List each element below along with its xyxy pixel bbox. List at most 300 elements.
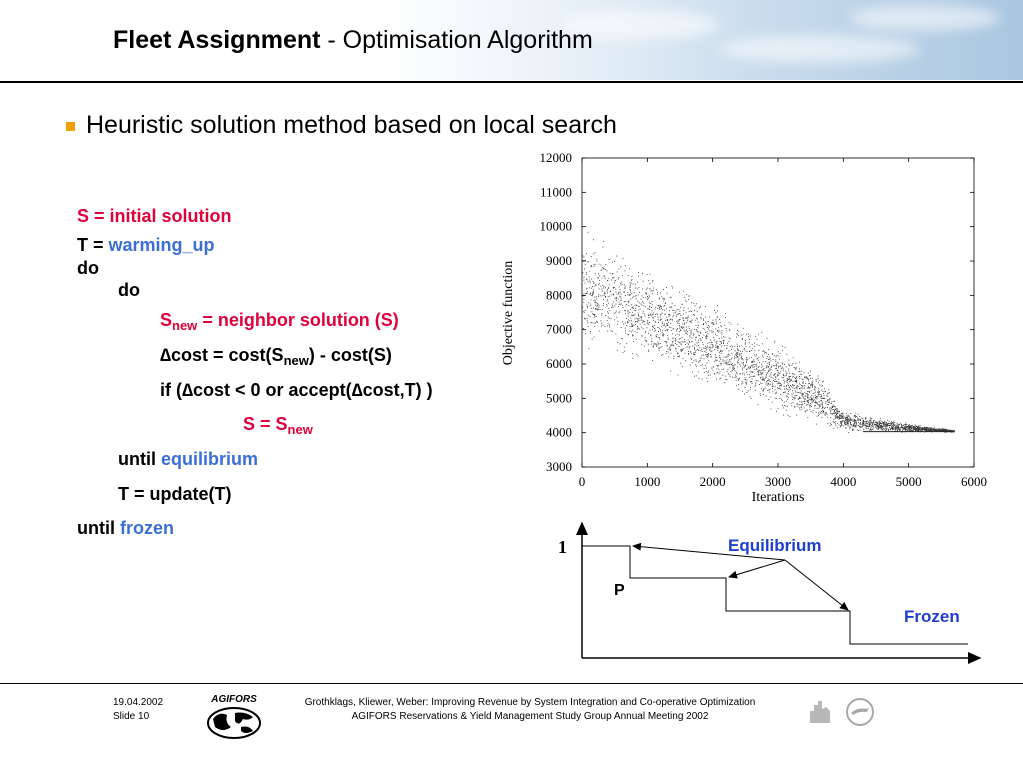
scatter-point bbox=[904, 427, 905, 428]
scatter-point bbox=[925, 428, 926, 429]
scatter-point bbox=[936, 429, 937, 430]
scatter-point bbox=[843, 420, 844, 421]
scatter-point bbox=[745, 379, 746, 380]
scatter-point bbox=[694, 315, 695, 316]
scatter-point bbox=[842, 420, 843, 421]
scatter-point bbox=[647, 288, 648, 289]
scatter-point bbox=[632, 297, 633, 298]
scatter-point bbox=[688, 344, 689, 345]
scatter-point bbox=[591, 266, 592, 267]
scatter-point bbox=[833, 421, 834, 422]
scatter-point bbox=[811, 384, 812, 385]
scatter-point bbox=[926, 427, 927, 428]
scatter-point bbox=[607, 301, 608, 302]
scatter-point bbox=[681, 327, 682, 328]
scatter-point bbox=[798, 386, 799, 387]
scatter-point bbox=[825, 407, 826, 408]
scatter-point bbox=[847, 423, 848, 424]
scatter-point bbox=[588, 261, 589, 262]
scatter-point bbox=[850, 423, 851, 424]
scatter-point bbox=[894, 428, 895, 429]
algo-until-1: until bbox=[118, 449, 161, 469]
scatter-point bbox=[689, 328, 690, 329]
scatter-point bbox=[677, 320, 678, 321]
scatter-point bbox=[808, 402, 809, 403]
scatter-point bbox=[679, 335, 680, 336]
scatter-point bbox=[724, 357, 725, 358]
scatter-point bbox=[707, 357, 708, 358]
y-tick-label: 10000 bbox=[539, 218, 572, 234]
scatter-point bbox=[768, 359, 769, 360]
scatter-point bbox=[721, 334, 722, 335]
scatter-point bbox=[808, 386, 809, 387]
scatter-point bbox=[687, 320, 688, 321]
scatter-point bbox=[793, 376, 794, 377]
scatter-point bbox=[814, 390, 815, 391]
scatter-point bbox=[794, 377, 795, 378]
scatter-point bbox=[824, 391, 825, 392]
scatter-point bbox=[648, 324, 649, 325]
scatter-point bbox=[609, 296, 610, 297]
scatter-point bbox=[812, 399, 813, 400]
scatter-point bbox=[635, 284, 636, 285]
scatter-point bbox=[811, 411, 812, 412]
scatter-point bbox=[607, 311, 608, 312]
scatter-point bbox=[758, 360, 759, 361]
scatter-point bbox=[691, 302, 692, 303]
scatter-point bbox=[641, 295, 642, 296]
scatter-point bbox=[667, 345, 668, 346]
scatter-point bbox=[807, 388, 808, 389]
scatter-point bbox=[918, 426, 919, 427]
footer-slide-number: Slide 10 bbox=[113, 711, 150, 722]
scatter-point bbox=[585, 333, 586, 334]
scatter-point bbox=[598, 309, 599, 310]
scatter-point bbox=[621, 303, 622, 304]
scatter-point bbox=[823, 413, 824, 414]
scatter-point bbox=[618, 293, 619, 294]
scatter-point bbox=[693, 334, 694, 335]
scatter-point bbox=[595, 300, 596, 301]
scatter-point bbox=[601, 323, 602, 324]
scatter-point bbox=[945, 430, 946, 431]
scatter-point bbox=[652, 329, 653, 330]
scatter-point bbox=[641, 344, 642, 345]
scatter-point bbox=[897, 423, 898, 424]
scatter-point bbox=[683, 358, 684, 359]
scatter-point bbox=[810, 371, 811, 372]
scatter-point bbox=[632, 326, 633, 327]
scatter-point bbox=[737, 324, 738, 325]
scatter-point bbox=[742, 363, 743, 364]
scatter-point bbox=[637, 321, 638, 322]
scatter-point bbox=[819, 404, 820, 405]
x-tick-label: 1000 bbox=[634, 474, 661, 489]
scatter-point bbox=[721, 346, 722, 347]
algo-line-4: do bbox=[118, 280, 140, 300]
scatter-point bbox=[740, 366, 741, 367]
scatter-point bbox=[705, 346, 706, 347]
scatter-point bbox=[587, 306, 588, 307]
scatter-point bbox=[686, 347, 687, 348]
scatter-point bbox=[788, 369, 789, 370]
scatter-point bbox=[660, 306, 661, 307]
scatter-point bbox=[797, 395, 798, 396]
scatter-point bbox=[689, 348, 690, 349]
scatter-point bbox=[670, 323, 671, 324]
scatter-point bbox=[744, 375, 745, 376]
scatter-point bbox=[587, 279, 588, 280]
scatter-point bbox=[725, 360, 726, 361]
scatter-point bbox=[650, 314, 651, 315]
scatter-point bbox=[708, 355, 709, 356]
scatter-point bbox=[595, 273, 596, 274]
scatter-point bbox=[709, 342, 710, 343]
scatter-point bbox=[781, 385, 782, 386]
scatter-point bbox=[924, 428, 925, 429]
scatter-point bbox=[764, 354, 765, 355]
scatter-point bbox=[782, 400, 783, 401]
scatter-point bbox=[883, 428, 884, 429]
scatter-point bbox=[769, 369, 770, 370]
y-tick-label: 11000 bbox=[539, 184, 572, 200]
scatter-point bbox=[823, 381, 824, 382]
scatter-point bbox=[713, 337, 714, 338]
scatter-point bbox=[871, 425, 872, 426]
scatter-point bbox=[643, 306, 644, 307]
scatter-point bbox=[658, 344, 659, 345]
scatter-point bbox=[741, 345, 742, 346]
scatter-point bbox=[752, 365, 753, 366]
scatter-point bbox=[883, 426, 884, 427]
scatter-point bbox=[787, 399, 788, 400]
scatter-point bbox=[712, 332, 713, 333]
scatter-point bbox=[706, 338, 707, 339]
scatter-point bbox=[603, 295, 604, 296]
scatter-point bbox=[601, 286, 602, 287]
scatter-point bbox=[661, 306, 662, 307]
scatter-point bbox=[883, 422, 884, 423]
scatter-point bbox=[806, 405, 807, 406]
scatter-point bbox=[915, 429, 916, 430]
scatter-point bbox=[772, 402, 773, 403]
scatter-point bbox=[721, 369, 722, 370]
scatter-point bbox=[839, 424, 840, 425]
scatter-point bbox=[672, 288, 673, 289]
scatter-point bbox=[906, 426, 907, 427]
footer-meeting: AGIFORS Reservations & Yield Management Study Group Annual Meeting 2002 bbox=[351, 711, 709, 722]
scatter-point bbox=[714, 349, 715, 350]
scatter-point bbox=[680, 338, 681, 339]
scatter-point bbox=[706, 378, 707, 379]
scatter-point bbox=[804, 398, 805, 399]
scatter-point bbox=[635, 288, 636, 289]
scatter-point bbox=[821, 404, 822, 405]
scatter-point bbox=[766, 374, 767, 375]
scatter-point bbox=[721, 326, 722, 327]
scatter-point bbox=[718, 330, 719, 331]
scatter-point bbox=[876, 422, 877, 423]
scatter-point bbox=[716, 357, 717, 358]
scatter-point bbox=[814, 405, 815, 406]
scatter-point bbox=[786, 395, 787, 396]
scatter-point bbox=[820, 412, 821, 413]
scatter-point bbox=[762, 390, 763, 391]
scatter-point bbox=[815, 402, 816, 403]
scatter-point bbox=[648, 333, 649, 334]
scatter-point bbox=[699, 361, 700, 362]
scatter-point bbox=[746, 346, 747, 347]
scatter-point bbox=[802, 404, 803, 405]
scatter-point bbox=[865, 425, 866, 426]
scatter-point bbox=[683, 310, 684, 311]
scatter-point bbox=[855, 416, 856, 417]
scatter-point bbox=[710, 375, 711, 376]
scatter-point bbox=[729, 364, 730, 365]
scatter-point bbox=[587, 318, 588, 319]
scatter-point bbox=[753, 360, 754, 361]
scatter-point bbox=[737, 354, 738, 355]
footer-authors: Grothklags, Kliewer, Weber: Improving Revenue by System Integration and Co-operative Optimization bbox=[304, 697, 756, 708]
scatter-point bbox=[667, 293, 668, 294]
scatter-point bbox=[767, 338, 768, 339]
scatter-point bbox=[626, 318, 627, 319]
scatter-point bbox=[798, 399, 799, 400]
scatter-point bbox=[617, 342, 618, 343]
scatter-point bbox=[719, 357, 720, 358]
scatter-point bbox=[786, 354, 787, 355]
scatter-point bbox=[661, 319, 662, 320]
scatter-point bbox=[655, 314, 656, 315]
scatter-point bbox=[738, 352, 739, 353]
scatter-point bbox=[890, 423, 891, 424]
scatter-point bbox=[592, 294, 593, 295]
scatter-point bbox=[828, 399, 829, 400]
scatter-point bbox=[679, 323, 680, 324]
scatter-point bbox=[825, 403, 826, 404]
scatter-point bbox=[612, 306, 613, 307]
scatter-point bbox=[697, 331, 698, 332]
scatter-point bbox=[827, 400, 828, 401]
scatter-point bbox=[712, 350, 713, 351]
scatter-point bbox=[768, 354, 769, 355]
scatter-point bbox=[841, 425, 842, 426]
scatter-point bbox=[595, 314, 596, 315]
scatter-point bbox=[858, 425, 859, 426]
scatter-point bbox=[602, 313, 603, 314]
scatter-point bbox=[774, 355, 775, 356]
scatter-point bbox=[620, 343, 621, 344]
scatter-point bbox=[744, 394, 745, 395]
scatter-point bbox=[880, 422, 881, 423]
scatter-point bbox=[596, 303, 597, 304]
scatter-point bbox=[883, 424, 884, 425]
algo-assign: S = S bbox=[243, 414, 288, 434]
scatter-point bbox=[703, 323, 704, 324]
scatter-point bbox=[822, 381, 823, 382]
scatter-point bbox=[741, 358, 742, 359]
scatter-point bbox=[784, 383, 785, 384]
scatter-point bbox=[663, 333, 664, 334]
scatter-point bbox=[724, 340, 725, 341]
scatter-point bbox=[653, 313, 654, 314]
scatter-point bbox=[719, 361, 720, 362]
scatter-point bbox=[704, 368, 705, 369]
scatter-point bbox=[771, 366, 772, 367]
scatter-point bbox=[786, 401, 787, 402]
scatter-point bbox=[913, 430, 914, 431]
scatter-point bbox=[760, 395, 761, 396]
scatter-point bbox=[664, 299, 665, 300]
scatter-point bbox=[725, 337, 726, 338]
scatter-point bbox=[786, 385, 787, 386]
scatter-point bbox=[792, 390, 793, 391]
scatter-point bbox=[763, 372, 764, 373]
scatter-point bbox=[590, 331, 591, 332]
scatter-point bbox=[639, 329, 640, 330]
scatter-point bbox=[799, 388, 800, 389]
scatter-point bbox=[720, 331, 721, 332]
scatter-point bbox=[746, 392, 747, 393]
scatter-point bbox=[685, 333, 686, 334]
scatter-point bbox=[584, 277, 585, 278]
scatter-point bbox=[684, 323, 685, 324]
scatter-point bbox=[860, 419, 861, 420]
scatter-point bbox=[594, 317, 595, 318]
scatter-point bbox=[601, 289, 602, 290]
scatter-point bbox=[885, 425, 886, 426]
algo-warming: warming_up bbox=[108, 235, 215, 255]
scatter-point bbox=[595, 286, 596, 287]
scatter-point bbox=[701, 365, 702, 366]
scatter-point bbox=[878, 425, 879, 426]
scatter-point bbox=[770, 389, 771, 390]
scatter-point bbox=[821, 386, 822, 387]
scatter-point bbox=[799, 404, 800, 405]
scatter-point bbox=[764, 368, 765, 369]
scatter-point bbox=[727, 348, 728, 349]
scatter-point bbox=[686, 333, 687, 334]
scatter-point bbox=[866, 418, 867, 419]
scatter-point bbox=[898, 428, 899, 429]
scatter-point bbox=[603, 303, 604, 304]
scatter-point bbox=[597, 303, 598, 304]
scatter-point bbox=[872, 424, 873, 425]
scatter-point bbox=[876, 421, 877, 422]
scatter-point bbox=[811, 398, 812, 399]
scatter-point bbox=[596, 299, 597, 300]
scatter-point bbox=[768, 371, 769, 372]
scatter-point bbox=[820, 406, 821, 407]
scatter-point bbox=[653, 347, 654, 348]
scatter-point bbox=[618, 268, 619, 269]
scatter-point bbox=[749, 374, 750, 375]
scatter-point bbox=[794, 398, 795, 399]
scatter-point bbox=[751, 376, 752, 377]
scatter-point bbox=[721, 338, 722, 339]
scatter-point bbox=[739, 346, 740, 347]
scatter-point bbox=[692, 320, 693, 321]
chart-x-ticks bbox=[579, 158, 987, 489]
scatter-point bbox=[630, 309, 631, 310]
scatter-point bbox=[860, 427, 861, 428]
scatter-point bbox=[841, 413, 842, 414]
scatter-point bbox=[661, 308, 662, 309]
scatter-point bbox=[734, 365, 735, 366]
scatter-point bbox=[862, 419, 863, 420]
scatter-point bbox=[588, 302, 589, 303]
scatter-point bbox=[818, 413, 819, 414]
scatter-point bbox=[828, 393, 829, 394]
scatter-point bbox=[920, 427, 921, 428]
scatter-point bbox=[680, 342, 681, 343]
scatter-point bbox=[756, 380, 757, 381]
scatter-point bbox=[778, 388, 779, 389]
scatter-point bbox=[812, 382, 813, 383]
scatter-point bbox=[737, 350, 738, 351]
algo-line-5 bbox=[160, 310, 399, 333]
scatter-point bbox=[617, 350, 618, 351]
scatter-point bbox=[818, 388, 819, 389]
scatter-point bbox=[788, 364, 789, 365]
scatter-point bbox=[817, 403, 818, 404]
scatter-point bbox=[826, 413, 827, 414]
scatter-point bbox=[739, 331, 740, 332]
scatter-point bbox=[679, 356, 680, 357]
scatter-point bbox=[614, 282, 615, 283]
scatter-point bbox=[663, 336, 664, 337]
scatter-point bbox=[702, 337, 703, 338]
scatter-point bbox=[819, 414, 820, 415]
scatter-point bbox=[788, 397, 789, 398]
scatter-point bbox=[707, 363, 708, 364]
scatter-point bbox=[770, 381, 771, 382]
scatter-point bbox=[708, 371, 709, 372]
scatter-point bbox=[686, 322, 687, 323]
scatter-point bbox=[700, 339, 701, 340]
diagram-equilibrium-label: Equilibrium bbox=[728, 536, 822, 555]
scatter-point bbox=[726, 330, 727, 331]
scatter-point bbox=[704, 329, 705, 330]
scatter-point bbox=[766, 358, 767, 359]
scatter-point bbox=[767, 365, 768, 366]
scatter-point bbox=[668, 349, 669, 350]
scatter-point bbox=[769, 359, 770, 360]
scatter-point bbox=[687, 318, 688, 319]
scatter-point bbox=[644, 346, 645, 347]
scatter-point bbox=[906, 427, 907, 428]
scatter-point bbox=[651, 339, 652, 340]
scatter-point bbox=[670, 350, 671, 351]
scatter-point bbox=[621, 327, 622, 328]
scatter-point bbox=[847, 422, 848, 423]
scatter-point bbox=[735, 377, 736, 378]
scatter-point bbox=[889, 421, 890, 422]
scatter-point bbox=[782, 346, 783, 347]
scatter-point bbox=[588, 281, 589, 282]
scatter-point bbox=[817, 408, 818, 409]
bullet-icon bbox=[66, 122, 75, 131]
scatter-point bbox=[665, 326, 666, 327]
scatter-point bbox=[754, 366, 755, 367]
scatter-point bbox=[668, 352, 669, 353]
scatter-point bbox=[729, 341, 730, 342]
scatter-point bbox=[604, 292, 605, 293]
scatter-point bbox=[596, 285, 597, 286]
scatter-point bbox=[700, 333, 701, 334]
scatter-point bbox=[702, 364, 703, 365]
scatter-point bbox=[591, 295, 592, 296]
